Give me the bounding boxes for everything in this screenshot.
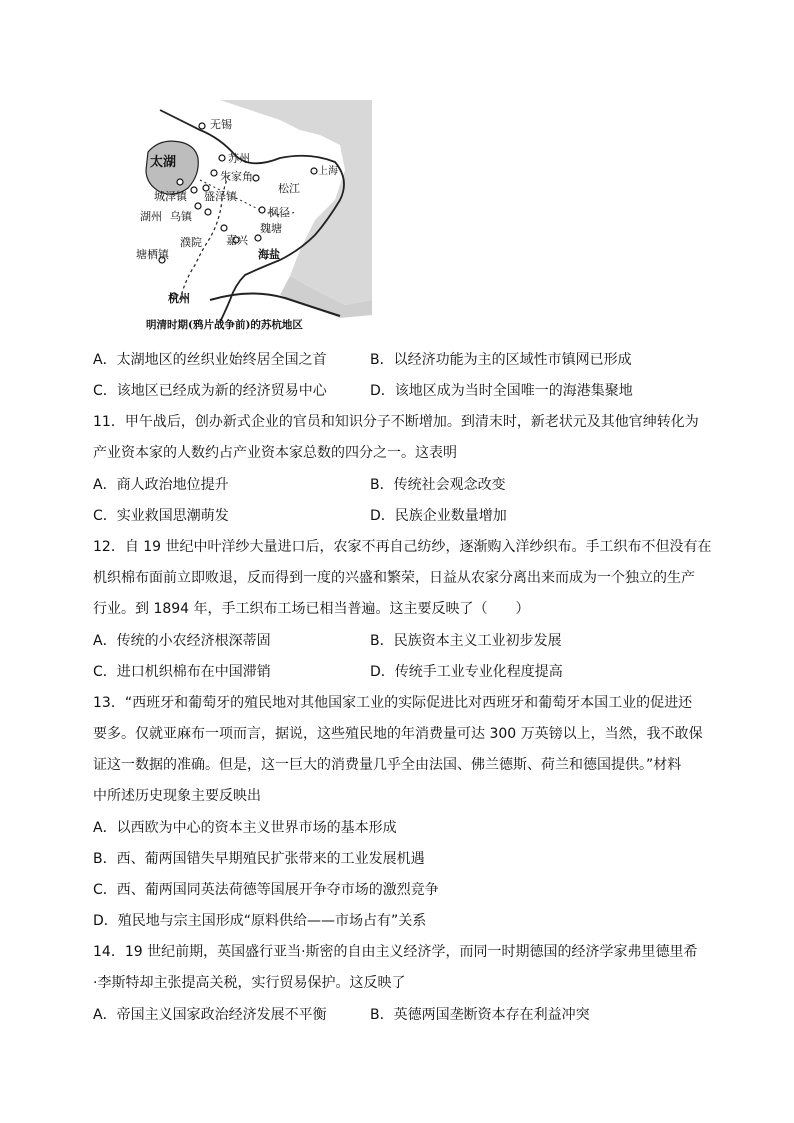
q13-option-c: C．西、葡两国同英法荷德等国展开争夺市场的激烈竞争 <box>93 882 439 898</box>
place-shengzezhen: 盛泽镇 <box>204 190 237 203</box>
place-weitang: 魏塘 <box>260 222 282 235</box>
q11-option-a: A．商人政治地位提升 <box>93 477 229 493</box>
q13-stem-line2: 要多。仅就亚麻布一项而言，据说，这些殖民地的年消费量可达 300 万英镑以上，当然，我不敢保 <box>93 726 703 742</box>
q12-option-b: B．民族资本主义工业初步发展 <box>370 633 562 649</box>
place-songjiang: 松江 <box>278 182 300 195</box>
place-zhujiajiao: 朱家角 <box>220 170 253 183</box>
q12-stem-line1: 12．自 19 世纪中叶洋纱大量进口后，农家不再自己纺纱，逐渐购入洋纱织布。手工织布不但没有在 <box>93 539 712 555</box>
q13-option-a: A．以西欧为中心的资本主义世界市场的基本形成 <box>93 820 397 836</box>
q11-stem-line2: 产业资本家的人数约占产业资本家总数的四分之一。这表明 <box>93 445 457 461</box>
map-caption: 明清时期(鸦片战争前)的苏杭地区 <box>146 319 303 331</box>
place-suzhou: 苏州 <box>228 152 250 165</box>
place-shanghai: 上海 <box>318 166 338 177</box>
q12-option-c: C．进口机织棉布在中国滞销 <box>93 664 271 680</box>
place-tangqizhen: 塘栖镇 <box>136 248 169 261</box>
q13-stem-line1: 13．“西班牙和葡萄牙的殖民地对其他国家工业的实际促进比对西班牙和葡萄牙本国工业的促进还 <box>93 695 693 711</box>
q11-stem-line1: 11．甲午战后，创办新式企业的官员和知识分子不断增加。到清末时，新老状元及其他官绅转化为 <box>93 414 699 430</box>
q14-stem-line1: 14．19 世纪前期，英国盛行亚当·斯密的自由主义经济学，而同一时期德国的经济学家弗里德里希 <box>93 944 698 960</box>
place-chengzezhen: 城泽镇 <box>154 190 187 203</box>
q14-option-b: B．英德两国垄断资本存在利益冲突 <box>370 1007 590 1023</box>
place-hangzhou: 杭州 <box>168 292 190 305</box>
place-puyuan: 濮院 <box>180 236 202 249</box>
q11-option-c: C．实业救国思潮萌发 <box>93 508 229 524</box>
place-huzhou: 湖州 <box>140 210 162 223</box>
q14-stem-line2: ·李斯特却主张提高关税，实行贸易保护。这反映了 <box>93 975 406 991</box>
suhang-region-map <box>136 100 372 334</box>
q13-option-b: B．西、葡两国错失早期殖民扩张带来的工业发展机遇 <box>93 851 425 867</box>
q11-option-d: D．民族企业数量增加 <box>370 508 507 524</box>
q10-option-a: A．太湖地区的丝织业始终居全国之首 <box>93 352 327 368</box>
q10-option-b: B．以经济功能为主的区域性市镇网已形成 <box>370 352 632 368</box>
q11-option-b: B．传统社会观念改变 <box>370 477 506 493</box>
q12-option-d: D．传统手工业专业化程度提高 <box>370 664 563 680</box>
place-wuzhen: 乌镇 <box>170 210 192 223</box>
place-fengjing: 枫径 <box>268 206 290 219</box>
q10-option-c: C．该地区已经成为新的经济贸易中心 <box>93 383 327 399</box>
place-wuxi: 无锡 <box>210 118 232 131</box>
place-haiyan: 海盐 <box>258 248 280 261</box>
q13-option-d: D．殖民地与宗主国形成“原料供给——市场占有”关系 <box>93 913 427 929</box>
place-jiaxing: 嘉兴 <box>226 234 248 247</box>
q12-stem-line3: 行业。到 1894 年，手工织布工场已相当普遍。这主要反映了（ ） <box>93 601 530 617</box>
q10-option-d: D．该地区成为当时全国唯一的海港集聚地 <box>370 383 633 399</box>
q14-option-a: A．帝国主义国家政治经济发展不平衡 <box>93 1007 327 1023</box>
q13-stem-line4: 中所述历史现象主要反映出 <box>93 788 261 804</box>
place-taihu: 太湖 <box>150 155 177 170</box>
q12-stem-line2: 机织棉布面前立即败退，反而得到一度的兴盛和繁荣，日益从农家分离出来而成为一个独立的生产 <box>93 570 695 586</box>
q13-stem-line3: 证这一数据的准确。但是，这一巨大的消费量几乎全由法国、佛兰德斯、荷兰和德国提供。”材料 <box>93 757 682 773</box>
q12-option-a: A．传统的小农经济根深蒂固 <box>93 633 271 649</box>
